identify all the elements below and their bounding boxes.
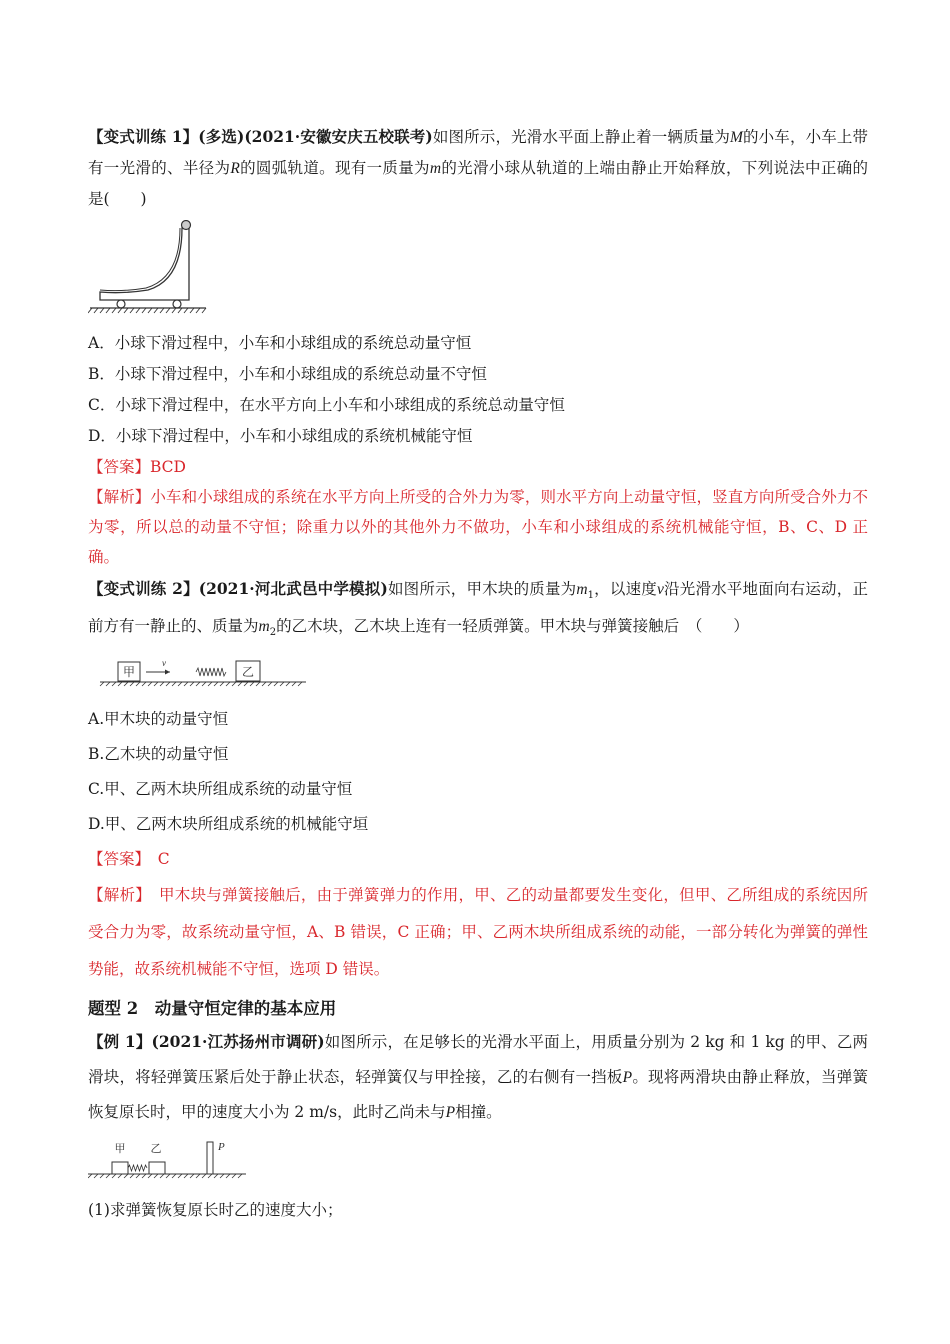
exercise2-analysis: 【解析】 甲木块与弹簧接触后，由于弹簧弹力的作用，甲、乙的动量都要发生变化，但甲、乙所组成的系统因所受合力为零，故系统动量守恒，A、B 错误，C 正确；甲、乙两木块所组成系统的动能，一部分转化为弹簧的弹性势能，故系统机械能不守恒，选项 D 错误。 [88,886,868,979]
spring-blocks-figure [90,654,310,694]
exercise2-option-d: D.甲、乙两木块所组成系统的机械能守垣 [88,815,369,834]
exercise1-option-c: C．小球下滑过程中，在水平方向上小车和小球组成的系统总动量守恒 [88,396,565,414]
document-page [88,122,868,1228]
exercise1-option-b: B．小球下滑过程中，小车和小球组成的系统总动量不守恒 [88,365,487,383]
exercise1-stem: 【变式训练 1】(多选)(2021·安徽安庆五校联考)如图所示，光滑水平面上静止着一辆质量为M的小车，小车上带有一光滑的、半径为R的圆弧轨道。现有一质量为m的光滑小球从轨道的上端由静止开始释放，下列说法中正确的是( ) [88,127,868,208]
section-title: 题型 2 动量守恒定律的基本应用 [88,999,337,1019]
exercise1-tag: 【变式训练 1】 [88,127,199,146]
slider-yi-label: 乙 [150,1142,162,1156]
example1-stem: 【例 1】(2021·江苏扬州市调研)如图所示，在足够长的光滑水平面上，用质量分别为 2 kg 和 1 kg 的甲、乙两滑块，将轻弹簧压紧后处于静止状态，轻弹簧仅与甲拴接，乙的右侧有一挡板P。现将两滑块由静止释放，当弹簧恢复原长时，甲的速度大小为 2 m/s，此时乙尚未与P相撞。 [88,1032,868,1122]
block-jia-label: 甲 [122,665,136,680]
exercise2-option-a: A.甲木块的动量守恒 [88,710,229,729]
example1-question-1: (1)求弹簧恢复原长时乙的速度大小； [88,1201,343,1220]
exercise1-analysis: 【解析】小车和小球组成的系统在水平方向上所受的合外力为零，则水平方向上动量守恒，竖直方向所受合外力不为零，所以总的动量不守恒；除重力以外的其他外力不做功，小车和小球组成的系统机械能守恒，B、C、D 正确。 [88,488,868,566]
exercise2-option-c: C.甲、乙两木块所组成系统的动量守恒 [88,780,353,799]
velocity-label: v [162,658,166,669]
exercise1-source: (多选)(2021·安徽安庆五校联考) [198,127,433,146]
exercise2-source: (2021·河北武邑中学模拟) [198,579,388,598]
exercise2-stem: 【变式训练 2】(2021·河北武邑中学模拟)如图所示，甲木块的质量为$m_1$，以速度v沿光滑水平地面向右运动，正前方有一静止的、质量为$m_2$的乙木块，乙木块上连有一轻质弹簧。甲木块与弹簧接触后 （ ） [88,579,868,639]
exercise2-option-b: B.乙木块的动量守恒 [88,745,229,764]
example1-source: (2021·江苏扬州市调研) [151,1032,325,1052]
exercise1-option-a: A．小球下滑过程中，小车和小球组成的系统总动量守恒 [88,334,472,352]
slider-jia-label: 甲 [114,1142,126,1156]
baffle-p-label: P [218,1141,225,1154]
cart-track-figure [88,220,218,330]
exercise1-option-d: D．小球下滑过程中，小车和小球组成的系统机械能守恒 [88,427,473,445]
two-slider-figure [88,1138,268,1188]
exercise2-tag: 【变式训练 2】 [88,579,199,598]
exercise1-answer: 【答案】BCD [88,458,186,476]
example1-tag: 【例 1】 [88,1032,152,1052]
exercise2-answer: 【答案】 C [88,850,170,869]
block-yi-label: 乙 [241,665,255,680]
